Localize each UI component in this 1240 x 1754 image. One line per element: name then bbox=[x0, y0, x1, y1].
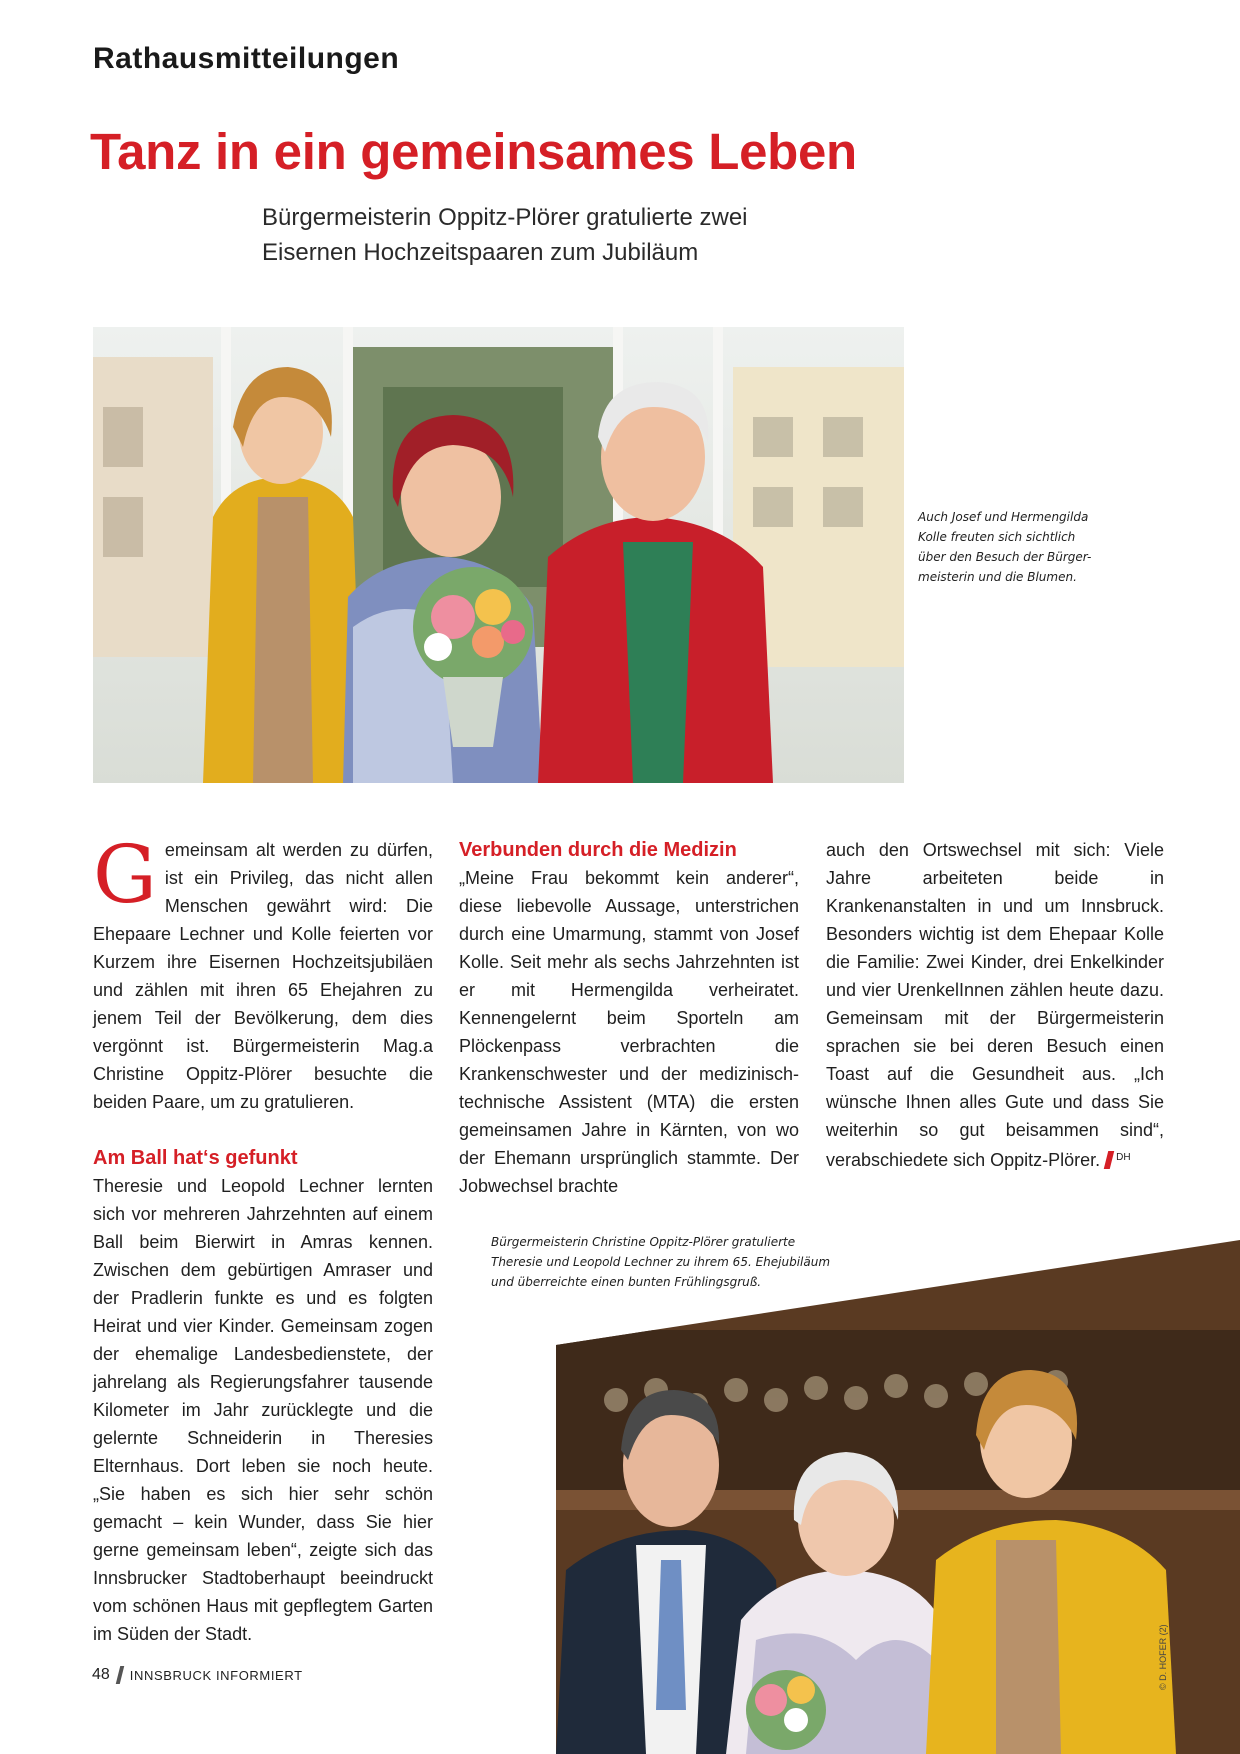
paragraph-kolle-continued bbox=[826, 836, 1164, 1174]
caption-line: Auch Josef und Hermengilda bbox=[918, 510, 1089, 524]
caption-line: über den Besuch der Bürger- bbox=[918, 550, 1092, 564]
drop-cap: G bbox=[93, 828, 157, 921]
intro-text: emeinsam alt werden zu dürfen, ist ein Privileg, das nicht allen Menschen gewährt wird: Die Ehepaare Lechner und Kolle feierten vor Kurzem ihre Eisernen Hochzeitsjubiläen und zählen mit ihren 65 Ehejahren zu jenem Teil der Bevölkerung, dem dies vergönnt ist. Bürgermeisterin Mag.a Christine Oppitz-Plörer besuchte die beiden Paare, um zu gratulieren. bbox=[93, 840, 433, 1112]
section-label: Rathausmitteilungen bbox=[93, 42, 400, 75]
paragraph-text: auch den Ortswechsel mit sich: Viele Jahre arbeiteten beide in Krankenanstalten in und um Innsbruck. Besonders wichtig ist dem Ehepaar Kolle die Familie: Zwei Kinder, drei Enkelkinder und vier UrenkelInnen zählen heute dazu. Gemeinsam mit der Bürgermeisterin sprachen sie bei deren Besuch einen Toast auf die Gesundheit aus. „Ich wünsche Ihnen alles Gute und dass Sie weiterhin so gut beisammen sind“, verabschiedete sich Oppitz-Plörer. bbox=[826, 840, 1164, 1170]
caption-line: und überreichte einen bunten Frühlingsgruß. bbox=[491, 1275, 762, 1289]
caption-line: Bürgermeisterin Christine Oppitz-Plörer gratulierte bbox=[491, 1235, 796, 1249]
photo-lechner-couple bbox=[556, 1240, 1240, 1754]
caption-line: meisterin und die Blumen. bbox=[918, 570, 1077, 584]
caption-line: Kolle freuten sich sichtlich bbox=[918, 530, 1076, 544]
paragraph-kolle: „Meine Frau bekommt kein anderer“, diese liebevolle Aussage, unterstrichen durch eine Umarmung, stammt von Josef Kolle. Seit mehr als sechs Jahrzehnten ist er mit Hermengilda verheiratet. Kennengelernt beim Sporteln am Plöckenpass verbrachten die Krankenschwester und der medizinisch-technische Assistent (MTA) die ersten gemeinsamen Jahre in Kärnten, von wo der Ehemann ursprünglich stammte. Der Jobwechsel brachte bbox=[459, 868, 799, 1196]
footer-slash-icon bbox=[116, 1666, 124, 1684]
photo1-caption bbox=[918, 507, 1118, 587]
publication-name: INNSBRUCK INFORMIERT bbox=[129, 1667, 303, 1683]
article-column-3 bbox=[826, 836, 1164, 1174]
subheading-medizin: Verbunden durch die Medizin bbox=[459, 839, 737, 861]
author-initials: DH bbox=[1116, 1152, 1131, 1163]
article-headline: Tanz in ein gemeinsames Leben bbox=[90, 123, 857, 180]
page-number: 48 bbox=[92, 1666, 110, 1683]
end-mark-icon bbox=[1104, 1151, 1114, 1169]
subhead-line: Bürgermeisterin Oppitz-Plörer gratulierte zwei bbox=[262, 204, 748, 231]
photo-illustration bbox=[556, 1240, 1240, 1754]
photo-illustration bbox=[93, 327, 904, 783]
article-subheadline bbox=[262, 200, 822, 270]
subhead-line: Eisernen Hochzeitspaaren zum Jubiläum bbox=[262, 239, 699, 266]
paragraph-lechner: Theresie und Leopold Lechner lernten sich vor mehreren Jahrzehnten auf einem Ball beim Bierwirt in Amras kennen. Zwischen dem gebürtigen Amraser und der Pradlerin funkte es und es folgten Heirat und vier Kinder. Gemeinsam zogen der ehemalige Landesbedienstete, der jahrelang als Regierungsfahrer tausende Kilometer im Jahr zurücklegte und die gelernte Schneiderin in Theresies Elternhaus. Dort leben sie noch heute. „Sie haben es sich hier sehr schön gemacht – kein Wunder, dass Sie hier gerne gemeinsam leben“, zeigte sich das Innsbrucker Stadtoberhaupt beeindruckt vom schönen Haus mit gepflegtem Garten im Süden der Stadt. bbox=[93, 1176, 433, 1644]
caption-line: Theresie und Leopold Lechner zu ihrem 65. Ehejubiläum bbox=[491, 1255, 831, 1269]
photo-kolle-couple bbox=[93, 327, 904, 783]
subheading-am-ball: Am Ball hat‘s gefunkt bbox=[93, 1147, 298, 1169]
article-column-1 bbox=[93, 828, 433, 1648]
article-column-2 bbox=[459, 836, 799, 1200]
page-footer bbox=[92, 1666, 303, 1684]
photo-credit: © D. HOFER (2) bbox=[1158, 1624, 1168, 1690]
intro-paragraph bbox=[93, 828, 433, 1116]
